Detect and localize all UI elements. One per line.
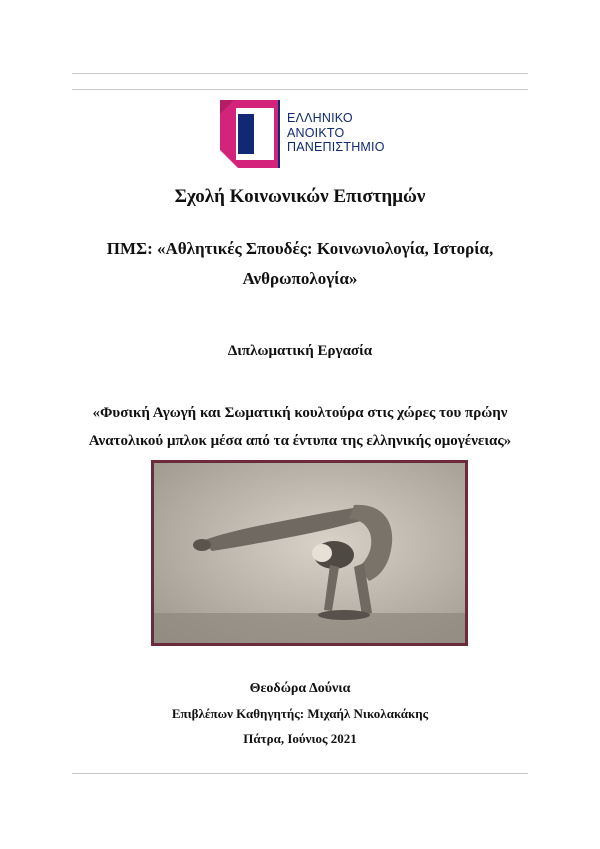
logo-line-1: ΕΛΛΗΝΙΚΟ bbox=[287, 111, 353, 125]
bottom-rule bbox=[72, 773, 528, 774]
program-name: ΠΜΣ: «Αθλητικές Σπουδές: Κοινωνιολογία, Ιστορία, Ανθρωπολογία» bbox=[106, 239, 494, 288]
school-name: Σχολή Κοινωνικών Επιστημών bbox=[174, 186, 426, 207]
place-date: Πάτρα, Ιούνιος 2021 bbox=[243, 731, 357, 746]
university-logo bbox=[220, 100, 400, 168]
author-name: Θεοδώρα Δούνια bbox=[249, 681, 351, 696]
logo-line-2: ΑΝΟΙΚΤΟ bbox=[287, 125, 345, 140]
cover-photo bbox=[151, 460, 468, 646]
logo-line-3: ΠΑΝΕΠΙΣΤΗΜΙΟ bbox=[287, 140, 385, 154]
thesis-title: «Φυσική Αγωγή και Σωματική κουλτούρα στις χώρες του πρώην Ανατολικού μπλοκ μέσα από τα έντυπα της ελληνικής ομογένειας» bbox=[88, 405, 512, 449]
top-rule-1 bbox=[72, 73, 528, 74]
gymnast-photo-icon bbox=[154, 463, 465, 643]
top-rule-2 bbox=[72, 89, 528, 90]
document-type: Διπλωματική Εργασία bbox=[227, 343, 373, 359]
supervisor: Επιβλέπων Καθηγητής: Μιχαήλ Νικολακάκης bbox=[171, 706, 429, 721]
logo-text bbox=[287, 111, 385, 155]
